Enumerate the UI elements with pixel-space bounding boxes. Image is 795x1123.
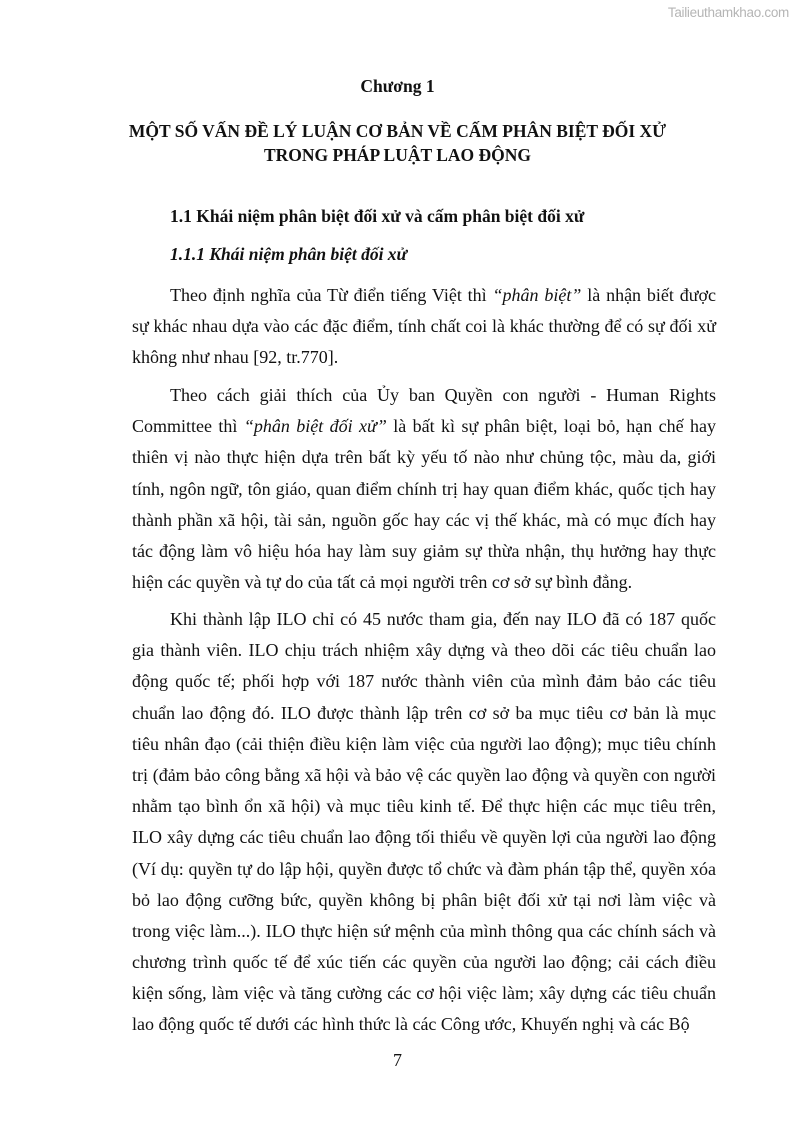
text-line: [132, 442, 716, 473]
text-line: [132, 885, 716, 916]
text-segment: hiện các quyền và tự do của tất cả mọi người trên cơ sở sự bình đẳng.: [132, 572, 633, 593]
paragraph-3: [132, 604, 716, 1041]
text-segment: thiên vị nào thực hiện dựa trên bất kỳ yếu tố nào như chủng tộc, màu da, giới: [132, 447, 716, 468]
text-line: [132, 947, 716, 978]
text-line: [132, 978, 716, 1009]
text-segment: tính, ngôn ngữ, tôn giáo, quan điểm chính trị hay quan điểm khác, quốc tịch hay: [132, 478, 716, 499]
text-line: [132, 505, 716, 536]
text-line: [132, 729, 716, 760]
text-segment: Theo định nghĩa của Từ điển tiếng Việt thì: [170, 285, 493, 305]
text-line: [132, 916, 716, 947]
text-segment: thành phần xã hội, tài sản, nguồn gốc hay các vị thế khác, mà có mục đích hay: [132, 509, 716, 530]
text-line: [132, 791, 716, 822]
text-line: [132, 311, 716, 342]
text-line: [132, 411, 716, 442]
paragraph-2: [132, 380, 716, 598]
text-segment: sự khác nhau dựa vào các đặc điểm, tính chất coi là khác thường để có sự đối xử: [132, 316, 716, 337]
text-line: [132, 1009, 716, 1040]
chapter-heading: Chương 1: [360, 76, 435, 96]
text-segment: chương trình quốc tế để xúc tiến các quyền của người lao động; cải cách điều: [132, 952, 716, 973]
text-segment: Committee thì: [132, 416, 244, 437]
text-line: [132, 635, 716, 666]
text-segment: không như nhau [92, tr.770].: [132, 347, 339, 368]
italic-quote: “phân biệt”: [492, 285, 582, 305]
text-segment: trị (đảm bảo công bằng xã hội và bảo vệ các quyền lao động và quyền con người: [132, 764, 716, 785]
text-segment: nhằm tạo bình ổn xã hội) và mục tiêu kinh tế. Để thực hiện các mục tiêu trên,: [132, 796, 716, 817]
paragraph-1: [132, 280, 716, 374]
text-line: [132, 854, 716, 885]
text-segment: tác động làm vô hiệu hóa hay làm suy giảm sự thừa nhận, thụ hưởng hay thực: [132, 540, 716, 561]
text-segment: tiêu nhân đạo (cải thiện điều kiện làm việc của người lao động); mục tiêu chính: [132, 733, 716, 754]
text-line: [132, 760, 716, 791]
text-segment: kiện sống, làm việc và tăng cường các cơ hội việc làm; xây dựng các tiêu chuẩn: [132, 983, 716, 1004]
text-segment: (Ví dụ: quyền tự do lập hội, quyền được tổ chức và đàm phán tập thể, quyền xóa: [132, 858, 716, 879]
text-segment: lao động quốc tế dưới các hình thức là các Công ước, Khuyến nghị và các Bộ: [132, 1014, 690, 1035]
text-line: [132, 666, 716, 697]
text-segment: Khi thành lập ILO chỉ có 45 nước tham gia, đến nay ILO đã có 187 quốc: [170, 609, 716, 629]
subsection-heading: 1.1.1 Khái niệm phân biệt đối xử: [170, 244, 408, 264]
text-line: [132, 380, 716, 411]
text-segment: trong việc làm...). ILO thực hiện sứ mệnh của mình thông qua các chính sách và: [132, 920, 716, 941]
text-segment: là nhận biết được: [581, 285, 716, 305]
text-segment: gia thành viên. ILO chịu trách nhiệm xây dựng và theo dõi các tiêu chuẩn lao: [132, 640, 716, 661]
text-segment: bỏ lao động cưỡng bức, quyền không bị phân biệt đối xử tại nơi làm việc và: [132, 889, 716, 910]
text-line: [132, 342, 716, 373]
text-line: [132, 604, 716, 635]
chapter-title-line-1: MỘT SỐ VẤN ĐỀ LÝ LUẬN CƠ BẢN VỀ CẤM PHÂN BIỆT ĐỐI XỬ: [128, 121, 667, 141]
text-segment: động quốc tế; phối hợp với 187 nước thành viên của mình đảm bảo các tiêu: [132, 671, 716, 692]
text-line: [132, 536, 716, 567]
chapter-title-line-2: TRONG PHÁP LUẬT LAO ĐỘNG: [263, 145, 532, 165]
italic-quote: “phân biệt đối xử”: [243, 416, 387, 437]
text-line: [132, 567, 716, 598]
text-segment: là bất kì sự phân biệt, loại bỏ, hạn chế hay: [386, 416, 716, 437]
watermark: Tailieuthamkhao.com: [667, 5, 789, 20]
text-line: [132, 280, 716, 311]
text-line: [132, 822, 716, 853]
text-segment: ILO xây dựng các tiêu chuẩn lao động tối thiểu về quyền lợi của người lao động: [132, 827, 716, 848]
page-number: 7: [393, 1050, 402, 1070]
text-line: [132, 698, 716, 729]
text-segment: chuẩn lao động đó. ILO được thành lập trên cơ sở ba mục tiêu cơ bản là mục: [132, 702, 716, 723]
text-segment: Theo cách giải thích của Ủy ban Quyền con người - Human Rights: [170, 385, 716, 405]
text-line: [132, 474, 716, 505]
section-heading: 1.1 Khái niệm phân biệt đối xử và cấm phân biệt đối xử: [170, 206, 585, 226]
